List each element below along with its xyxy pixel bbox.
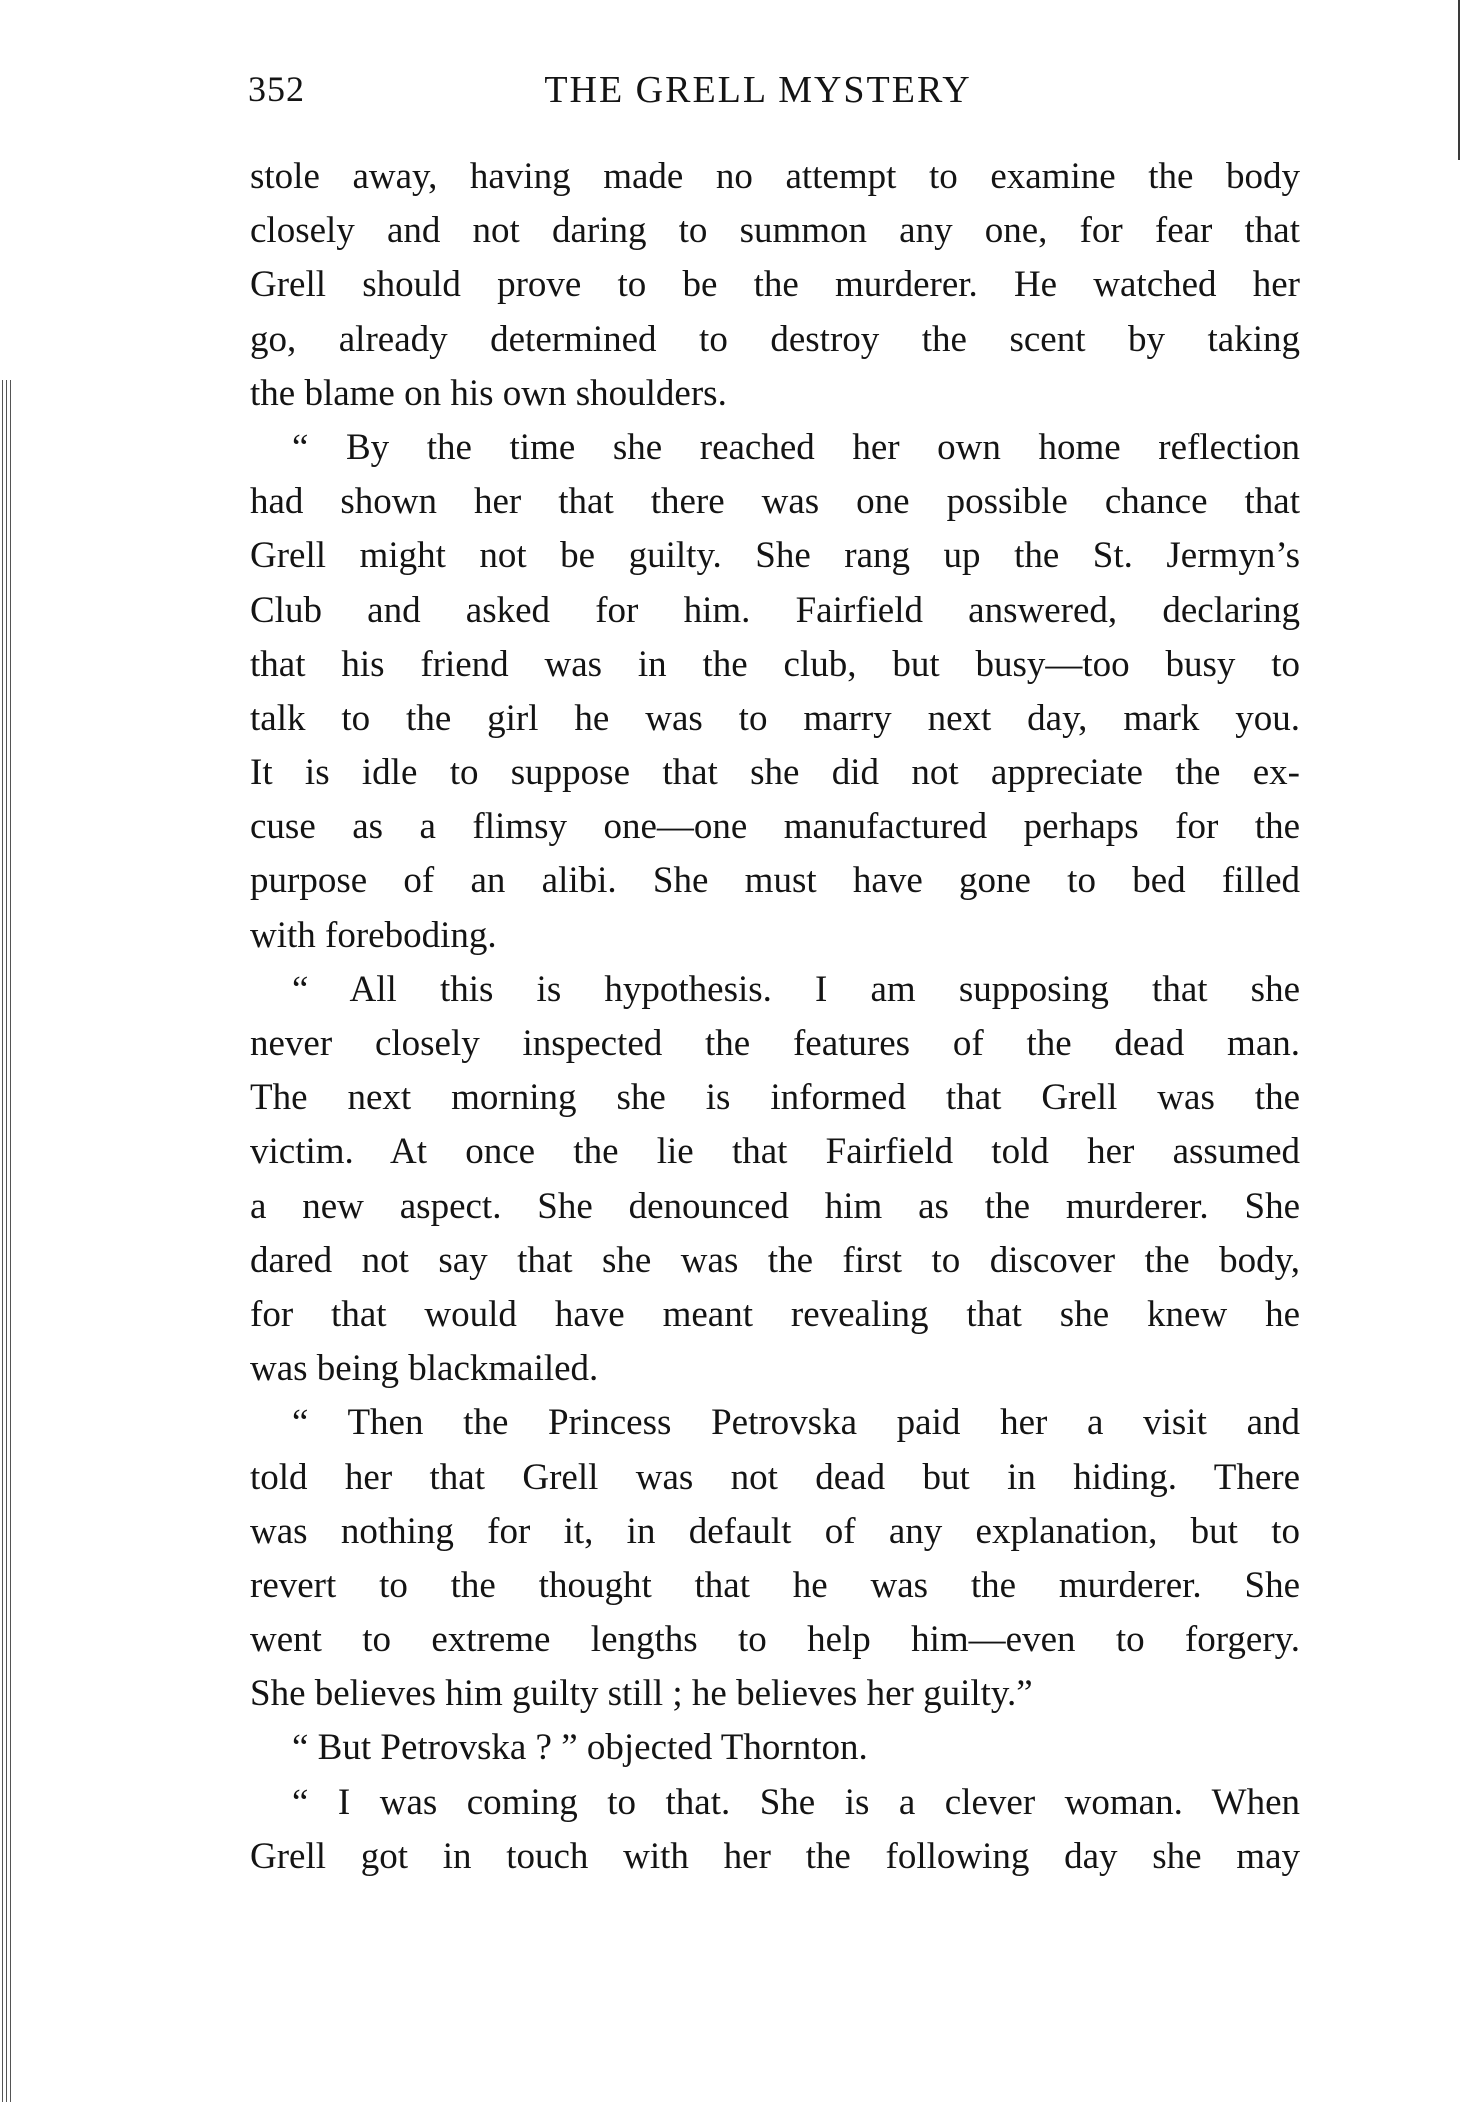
page-edge-right [1458, 0, 1460, 160]
body-text [250, 150, 1300, 1884]
text-line: talk to the girl he was to marry next day, mark you. [250, 697, 1300, 739]
text-line: went to extreme lengths to help him—even to forgery. [250, 1619, 1300, 1661]
text-line: revert to the thought that he was the murderer. She [250, 1564, 1300, 1606]
text-line: Grell should prove to be the murderer. He watched her [250, 264, 1300, 306]
running-header [248, 68, 1298, 118]
text-line: that his friend was in the club, but busy—too busy to [250, 643, 1300, 685]
text-line: with foreboding. [250, 914, 497, 956]
running-title: THE GRELL MYSTERY [544, 69, 972, 111]
text-line: stole away, having made no attempt to examine the body [250, 156, 1300, 197]
text-line: dared not say that she was the first to discover the body, [250, 1239, 1300, 1281]
page-number: 352 [248, 69, 305, 109]
text-line: never closely inspected the features of the dead man. [250, 1023, 1300, 1064]
text-line: “ But Petrovska ? ” objected Thornton. [292, 1727, 868, 1769]
text-line: closely and not daring to summon any one, for fear that [250, 210, 1300, 252]
page-edge-left [0, 380, 12, 2102]
text-line: cuse as a flimsy one—one manufactured perhaps for the [250, 806, 1300, 848]
text-line: Grell might not be guilty. She rang up the St. Jermyn’s [250, 535, 1300, 577]
text-line: was being blackmailed. [250, 1348, 599, 1390]
text-line: “ Then the Princess Petrovska paid her a visit and [292, 1402, 1300, 1444]
text-line: victim. At once the lie that Fairfield told her assumed [250, 1131, 1300, 1173]
text-line: The next morning she is informed that Grell was the [250, 1077, 1300, 1119]
text-line: “ I was coming to that. She is a clever woman. When [292, 1781, 1300, 1823]
text-line: told her that Grell was not dead but in hiding. There [250, 1456, 1300, 1498]
text-line: Grell got in touch with her the following day she may [250, 1835, 1300, 1877]
text-line: had shown her that there was one possible chance that [250, 481, 1300, 523]
text-line: go, already determined to destroy the scent by taking [250, 318, 1300, 360]
text-line: She believes him guilty still ; he believes her guilty.” [250, 1673, 1033, 1715]
text-line: Club and asked for him. Fairfield answered, declaring [250, 589, 1300, 631]
text-line: a new aspect. She denounced him as the murderer. She [250, 1185, 1300, 1227]
text-line: for that would have meant revealing that she knew he [250, 1293, 1300, 1335]
text-line: It is idle to suppose that she did not appreciate the ex- [250, 752, 1300, 794]
text-line: was nothing for it, in default of any explanation, but to [250, 1510, 1300, 1552]
text-line: purpose of an alibi. She must have gone to bed filled [250, 860, 1300, 902]
text-line: “ All this is hypothesis. I am supposing that she [292, 968, 1300, 1010]
text-line: the blame on his own shoulders. [250, 372, 727, 414]
text-line: “ By the time she reached her own home reflection [292, 426, 1300, 468]
